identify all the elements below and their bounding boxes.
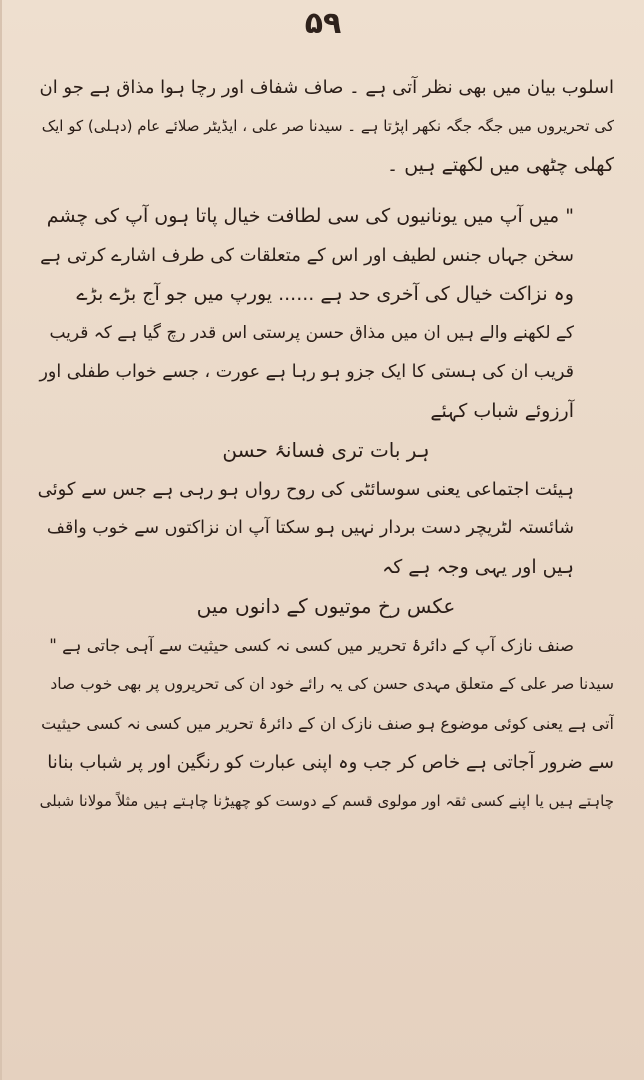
quote-line: آرزوئے شباب کہئے xyxy=(430,400,574,422)
page-body-text xyxy=(38,68,614,821)
quote-line: ہیئت اجتماعی یعنی سوسائٹی کی روح رواں ہو رہی ہے جس سے کوئی xyxy=(38,479,574,500)
text-line: سے ضرور آجاتی ہے خاص کر جب وہ اپنی عبارت کو رنگین اور پر شباب بنانا xyxy=(47,752,614,773)
quote-line: کے لکھنے والے ہیں ان میں مذاق حسن پرستی اس قدر رچ گیا ہے کہ قریب xyxy=(49,323,574,343)
text-line: کی تحریروں میں جگہ جگہ نکھر اپڑتا ہے ۔ سیدنا صر علی ، ایڈیٹر صلائے عام (دہلی) کو ایک xyxy=(41,117,614,135)
quote-line: سخن جہاں جنس لطیف اور اس کے متعلقات کی طرف اشارے کرتی ہے xyxy=(40,245,574,266)
quote-line: قریب ان کی ہستی کا ایک جزو ہو رہا ہے عورت ، جسے خواب طفلی اور xyxy=(39,362,574,382)
verse-line: ہر بات تری فسانۂ حسن xyxy=(222,438,430,462)
quote-line: شائستہ لٹریچر دست بردار نہیں ہو سکتا آپ ان نزاکتوں سے خوب واقف xyxy=(46,518,574,538)
text-line: اسلوب بیان میں بھی نظر آتی ہے ۔ صاف شفاف اور رچا ہوا مذاق ہے جو ان xyxy=(39,77,614,98)
text-line: کھلی چٹھی میں لکھتے ہیں ۔ xyxy=(387,154,614,176)
quote-line: صنف نازک آپ کے دائرۂ تحریر میں کسی نہ کسی حیثیت سے آہی جاتی ہے " xyxy=(49,636,574,655)
text-line: سیدنا صر علی کے متعلق مہدی حسن کی یہ رائے خود ان کی تحریروں پر بھی خوب صاد xyxy=(50,675,614,693)
text-line: آتی ہے یعنی کوئی موضوع ہو صنف نازک ان کے دائرۂ تحریر میں کسی نہ کسی حیثیت xyxy=(41,714,614,733)
quote-line: " میں آپ میں یونانیوں کی سی لطافت خیال پاتا ہوں آپ کی چشم xyxy=(46,205,574,227)
quote-line: ہیں اور یہی وجہ ہے کہ xyxy=(382,556,574,578)
text-line: چاہتے ہیں یا اپنے کسی ثقہ اور مولوی قسم کے دوست کو چھیڑنا چاہتے ہیں مثلاً مولانا شبلی xyxy=(39,792,614,810)
verse-line: عکس رخ موتیوں کے دانوں میں xyxy=(196,594,456,618)
page-number: ۵۹ xyxy=(304,6,342,41)
quote-line: وہ نزاکت خیال کی آخری حد ہے ...... یورپ میں جو آج بڑے بڑے xyxy=(76,283,574,305)
